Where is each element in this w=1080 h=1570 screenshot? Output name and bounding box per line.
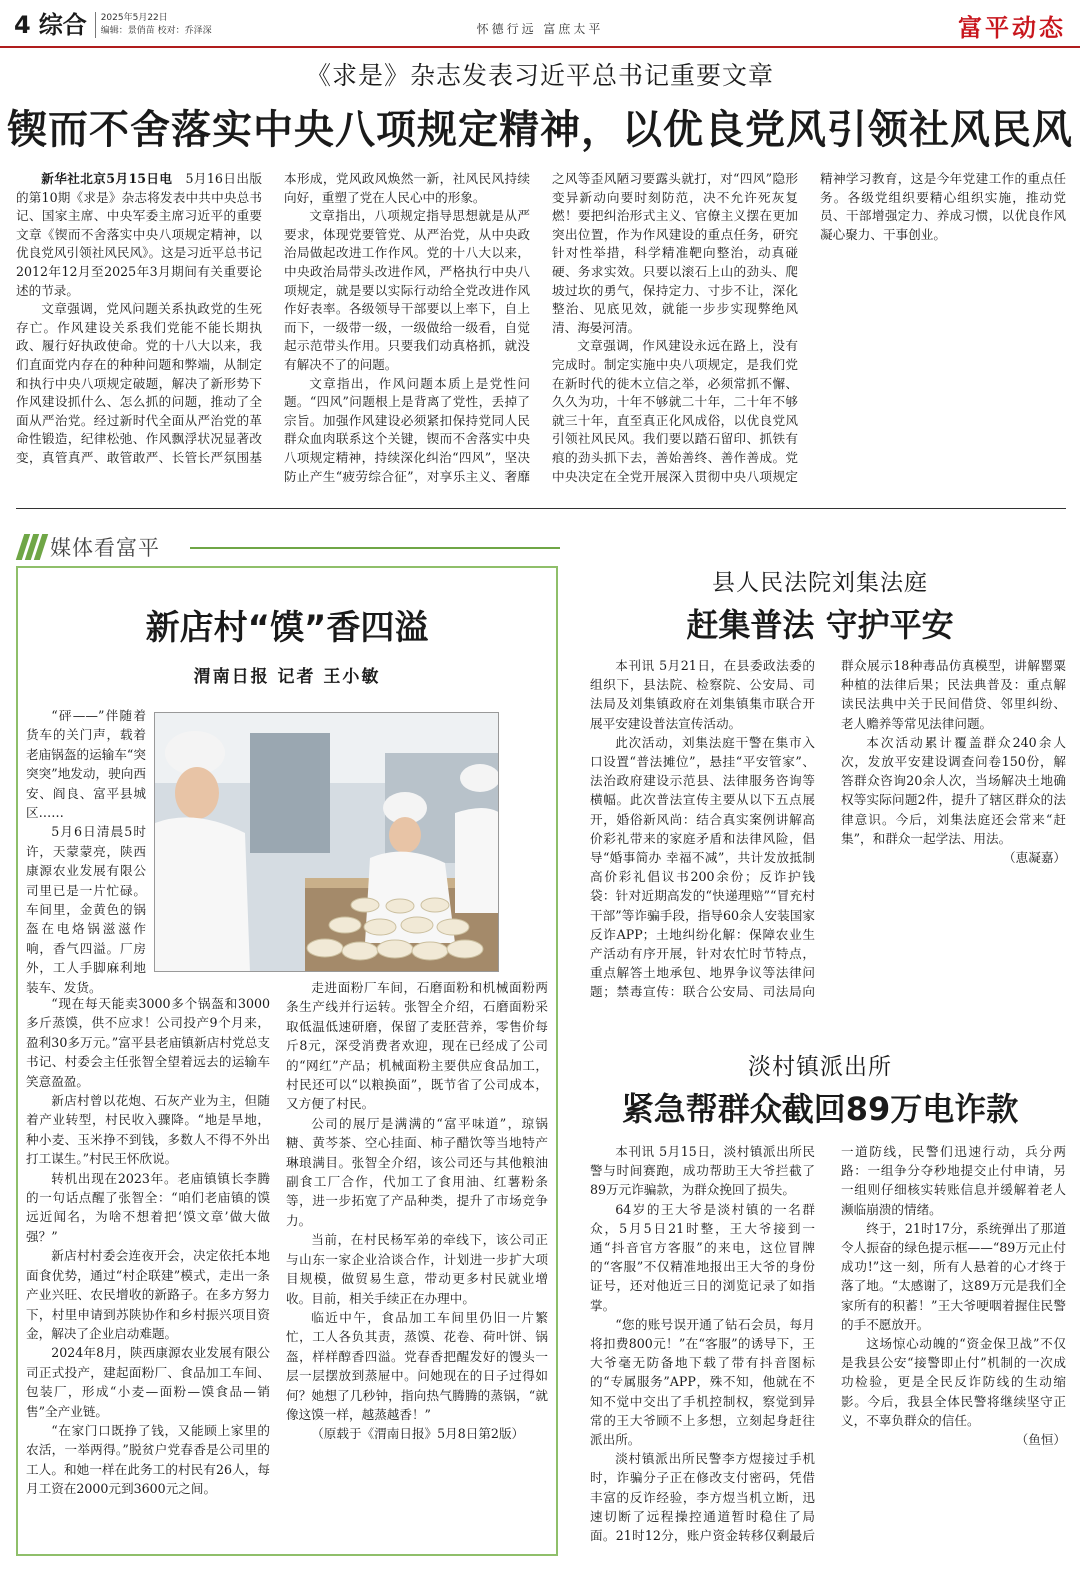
bakery-workers-image (155, 713, 499, 972)
media-paragraph: 转机出现在2023年。老庙镇镇长李腾的一句话点醒了张智全：“咱们老庙镇的馍远近闻名，为啥不想着把‘馍文章’做大做强？” (26, 1170, 270, 1244)
media-paragraph: “在家门口既挣了钱，又能顾上家里的农活，一举两得。”脱贫户党春香是公司里的工人。和她一样在此务工的村民有26人，每月工资在2000元到3600元之间。 (26, 1422, 270, 1497)
court-paragraph: 此次活动，刘集法庭干警在集市入口设置“普法摊位”，悬挂“平安管家”、法治政府建设示范县、法律服务咨询等横幅。此次普法宣传主要从以下五点展开，婚俗新风尚：结合真实案例讲解高价彩礼带来的家庭矛盾和法律风险，倡导“婚事简办 幸福不减”，共计发放抵制高价彩礼倡议书200余份；反诈护钱袋：针对近期高发的“快递理赔”“冒充村干部”等诈骗手段，指导60余人安装国家反诈APP；土地纠纷化解：保障农业生产活动有序开展，针对农忙时节特点，重点解答土地承包、地界争议等法律问题；禁毒宣传：联合公安局、司法局向群众展示18种毒品仿真模型，讲解罂粟种植的法律后果；民法典普及：重点解读民法典中关于民间借贷、邻里纠纷、老人赡养等常见法律问题。 (590, 658, 1066, 1000)
section-name: 综合 (38, 11, 87, 39)
dateline: 新华社北京5月15日电 (41, 171, 173, 186)
media-tag (20, 532, 160, 562)
media-paragraph: 当前，在村民杨军弟的牵线下，该公司正与山东一家企业洽谈合作，计划进一步扩大项目规模，做贸易生意，带动更多村民就业增收。目前，相关手续正在办理中。 (286, 1232, 548, 1306)
media-article-byline: 渭南日报 记者 王小敏 (193, 667, 381, 687)
police-paragraph: 64岁的王大爷是淡村镇的一名群众，5月5日21时整，王大爷接到一通“抖音官方客服”的来电，这位冒牌的“客服”不仅精准地报出王大爷的身份证号，还对他近三日的浏览记录了如指掌。 (590, 1201, 815, 1313)
page-number: 4 (14, 11, 31, 39)
police-signature: （鱼恒） (1015, 1432, 1066, 1448)
column-title: 富平动态 (958, 13, 1066, 42)
police-kicker: 淡村镇派出所 (748, 1054, 892, 1080)
court-headline: 赶集普法 守护平安 (686, 606, 954, 644)
workshop-photo (154, 712, 499, 972)
issue-date: 2025年5月22日 (100, 13, 168, 23)
police-paragraph: 这场惊心动魄的“资金保卫战”不仅是我县公安“接警即止付”机制的一次成功检验，更是全民反诈防线的生动缩影。今后，我县全体民警将继续坚守正义，不辜负群众的信任。 (841, 1336, 1066, 1428)
lead-kicker: 《求是》杂志发表习近平总书记重要文章 (305, 61, 774, 90)
media-paragraph: 新店村曾以花炮、石灰产业为主，但随着产业转型，村民收入骤降。“地是旱地，种小麦、玉米挣不到钱，多数人不得不外出打工谋生。”村民王怀欣说。 (26, 1093, 270, 1167)
court-paragraph: 本刊讯 5月21日，在县委政法委的组织下，县法院、检察院、公安局、司法局及刘集镇政府在刘集镇集市联合开展平安建设普法宣传活动。 (590, 658, 815, 731)
media-col-left (26, 994, 270, 1544)
lead-article-body (16, 170, 1066, 490)
lead-paragraph: 文章指出，作风问题本质上是党性问题。“四风”问题根上是背离了党性，丢掉了宗旨。加强作风建设必须紧扣保持党同人民群众血肉联系这个关键，锲而不舍落实中央八项规定精神，持续深化纠治“四风”，坚决防止产生“疲劳综合征”，对享乐主义、奢靡之风等歪风陋习要露头就打，对“四风”隐形变异新动向要时刻防范，决不允许死灰复燃！要把纠治形式主义、官僚主义摆在更加突出位置，作为作风建设的重点任务，研究针对性举措，科学精准靶向整治，动真碰硬、务求实效。只要以滚石上山的劲头、爬坡过坎的勇气，保持定力、寸步不让，深化整治、见底见效，就能一步步实现弊绝风清、海晏河清。 (284, 171, 798, 484)
media-paragraph: “现在每天能卖3000多个锅盔和3000多斤蒸馍，供不应求！公司投产9个月来，盈利30多万元。”富平县老庙镇新店村党总支书记、村委会主任张智全望着远去的运输车笑意盈盈。 (26, 996, 270, 1089)
media-article-title: 新店村“馍”香四溢 (145, 608, 429, 648)
tag-rule (190, 547, 560, 549)
police-paragraph: 终于，21时17分，系统弹出了那道令人振奋的绿色提示框——“89万元止付成功!”这一刻，所有人悬着的心才终于落了地。“太感谢了，这89万元是我们全家所有的积蓄！”王大爷哽咽着握住民警的手不愿放开。 (841, 1220, 1066, 1332)
lead-paragraph: 文章强调，作风建设永远在路上，没有完成时。制定实施中央八项规定，是我们党在新时代的徙木立信之举，必须常抓不懈、久久为功，十年不够就二十年，二十年不够就三十年，直至真正化风成俗，以优良党风引领社风民风。我们要以踏石留印、抓铁有痕的劲头抓下去，善始善终、善作善成。党中央决定在全党开展深入贯彻中央八项规定精神学习教育，这是今年党建工作的重点任务。各级党组织要精心组织实施，推动党员、干部增强定力、养成习惯，以优良作风凝心聚力、干事创业。 (552, 171, 1066, 484)
media-source: （原载于《渭南日报》5月8日第2版） (311, 1426, 525, 1442)
media-paragraph: 新店村村委会连夜开会，决定依托本地面食优势，通过“村企联建”模式，走出一条产业兴旺、农民增收的新路子。在多方努力下，村里申请到苏陕协作和乡村振兴项目资金，解决了企业启动难题。 (26, 1248, 270, 1341)
media-col-left-top (26, 706, 146, 994)
media-paragraph: 5月6日清晨5时许，天蒙蒙亮，陕西康源农业发展有限公司里已是一片忙碌。车间里，金黄色的锅盔在电烙锅滋滋作响，香气四溢。厂房外，工人手脚麻利地装车、发货。 (26, 824, 146, 994)
lead-paragraph: 文章指出，八项规定指导思想就是从严要求，体现党要管党、从严治党，从中央政治局做起改进工作作风。党的十八大以来，中央政治局带头改进作风，严格执行中央八项规定，就是要以实际行动给全党改进作风作好表率。各级领导干部要以上率下，自上而下，一级带一级，一级做给一级看，自觉起示范带头作用。只要我们动真格抓，就没有解决不了的问题。 (284, 208, 530, 372)
media-paragraph: 走进面粉厂车间，石磨面粉和机械面粉两条生产线并行运转。张智全介绍，石磨面粉采取低温低速研磨，保留了麦胚营养，零售价每斤8元，深受消费者欢迎，现在已经成了公司的“网红”产品；机械面粉主要供应食品加工，村民还可以“以粮换面”，既节省了公司成本，又方便了村民。 (286, 980, 548, 1112)
media-tag-label: 媒体看富平 (50, 536, 160, 560)
slogan: 怀德行远 富庶太平 (476, 22, 604, 36)
media-paragraph: 公司的展厅是满满的“富平味道”，琼锅糖、黄芩茶、空心挂面、柿子醋饮等当地特产琳琅满目。张智全介绍，该公司还与其他粮油副食工厂合作，代加工了食用油、红薯粉条等，进一步拓宽了产品种类，提升了市场竞争力。 (286, 1115, 548, 1228)
police-article-body (590, 1142, 1066, 1560)
court-article-body (590, 656, 1066, 1012)
police-headline: 紧急帮群众截回89万电诈款 (621, 1090, 1019, 1128)
editor-credits: 编辑：景俏苗 校对：乔泽深 (100, 26, 212, 36)
media-paragraph: 临近中午，食品加工车间里仍旧一片繁忙，工人各负其责，蒸馍、花卷、荷叶饼、锅盔，样样醇香四溢。党春香把醒发好的馒头一层一层摆放到蒸屉中。问她现在的日子过得如何？她想了几秒钟，指向热气腾腾的蒸锅，“就像这馍一样，越蒸越香！” (286, 1309, 548, 1422)
court-kicker: 县人民法院刘集法庭 (712, 570, 928, 596)
media-col-right (286, 978, 548, 1544)
masthead (0, 0, 1080, 48)
lead-paragraph: 新华社北京5月15日电 5月16日出版的第10期《求是》杂志将发表中共中央总书记、国家主席、中央军委主席习近平的重要文章《锲而不舍落实中央八项规定精神，以优良党风引领社风民风》。这是习近平总书记2012年12月至2025年3月期间有关重要论述的节录。 (16, 171, 262, 298)
lead-headline: 锲而不舍落实中央八项规定精神，以优良党风引领社风民风 (7, 107, 1073, 153)
media-paragraph: 2024年8月，陕西康源农业发展有限公司正式投产，建起面粉厂、食品加工车间、包装厂，形成“小麦—面粉—馍食品—销售”全产业链。 (26, 1345, 270, 1419)
media-paragraph: “砰——”伴随着货车的关门声，载着老庙锅盔的运输车“突突突”地发动，驶向西安、阎良、富平县城区…… (26, 708, 146, 821)
police-paragraph: “您的账号误开通了钻石会员，每月将扣费800元！”在“客服”的诱导下，王大爷毫无防备地下载了带有抖音图标的“专属服务”APP，殊不知，他就在不知不觉中交出了手机控制权，察觉到异常的王大爷顾不上多想，立刻起身赶往派出所。 (590, 1316, 815, 1448)
police-paragraph: 本刊讯 5月15日，淡村镇派出所民警与时间赛跑，成功帮助王大爷拦截了89万元诈骗款，为群众挽回了损失。 (590, 1144, 815, 1198)
green-slash-bars-icon (20, 534, 44, 560)
court-paragraph: 本次活动累计覆盖群众240余人次，发放平安建设调查问卷150份，解答群众咨询20余人次，当场解决土地确权等实际问题2件，提升了辖区群众的法律意识。今后，刘集法庭还会常来“赶集”，和群众一起学法、用法。 (841, 734, 1066, 846)
police-paragraph: 淡村镇派出所民警李方煜接过手机时，诈骗分子正在修改支付密码，凭借丰富的反诈经验，李方煜当机立断，迅速切断了远程操控通道暂时稳住了局面。21时12分，账户资金转移仅剩最后一道防线，民警们迅速行动，兵分两路：一组争分夺秒地提交止付申请，另一组则仔细核实转账信息并缓解着老人濒临崩溃的情绪。 (590, 1144, 1066, 1544)
court-signature: （恵凝嘉） (1003, 850, 1066, 866)
lead-paragraph: 文章强调，党风问题关系执政党的生死存亡。作风建设关系我们党能不能长期执政、履行好执政使命。党的十八大以来，我们直面党内存在的种种问题和弊端，从制定和执行中央八项规定破题，解决了新形势下作风建设抓什么、怎么抓的问题，推动了全面从严治党。经过新时代全面从严治党的革命性锻造，纪律松弛、作风飘浮状况显著改变，真管真严、敢管敢严、长管长严氛围基本形成，党风政风焕然一新，社风民风持续向好，重塑了党在人民心中的形象。 (16, 171, 530, 465)
section-divider (16, 508, 1066, 509)
